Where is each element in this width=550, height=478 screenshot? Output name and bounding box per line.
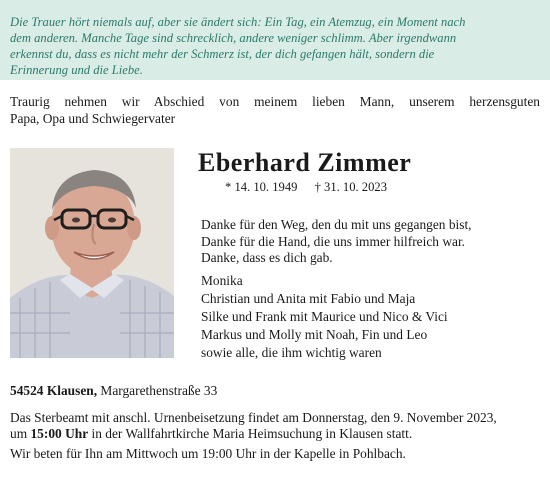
notice-line: Das Sterbeamt mit anschl. Urnenbeisetzung findet am Donnerstag, den 9. November 2023, [10, 410, 497, 425]
intro-line: Papa, Opa und Schwiegervater [10, 111, 176, 126]
quote-line: erkennst du, dass es nicht mehr der Schmerz ist, der dich gefangen hält, sondern die [10, 47, 435, 61]
thanks-line: Danke, dass es dich gab. [201, 250, 333, 265]
address-postal-city: 54524 Klausen, [10, 383, 98, 398]
address-street: Margarethenstraße 33 [100, 383, 218, 398]
portrait-illustration [10, 148, 174, 358]
deceased-name: Eberhard Zimmer [198, 148, 412, 177]
prayer-notice: Wir beten für Ihn am Mittwoch um 19:00 Uhr in der Kapelle in Pohlbach. [10, 446, 406, 461]
mourner-entry: Markus und Molly mit Noah, Fin und Leo [201, 327, 428, 342]
quote-box [0, 0, 550, 80]
mourner-entry: Christian und Anita mit Fabio und Maja [201, 291, 416, 306]
life-dates [225, 180, 401, 195]
mourner-entry: sowie alle, die ihm wichtig waren [201, 345, 382, 360]
thanks-line: Danke für den Weg, den du mit uns gegangen bist, [201, 217, 472, 232]
service-time: 15:00 Uhr [30, 426, 89, 441]
notice-line-2 [10, 426, 542, 442]
thanks-line: Danke für die Hand, die uns immer hilfreich war. [201, 233, 466, 249]
family-address [10, 383, 217, 399]
birth-date: * 14. 10. 1949 [225, 180, 298, 194]
quote-line: Die Trauer hört niemals auf, aber sie ändert sich: Ein Tag, ein Atemzug, ein Moment nach [10, 15, 466, 29]
mourners-list [201, 272, 531, 362]
funeral-notice [10, 410, 542, 442]
notice-prefix: um [10, 426, 28, 441]
thanks-verse [201, 217, 531, 267]
quote-text [10, 14, 540, 78]
intro-text [10, 93, 540, 127]
death-date: † 31. 10. 2023 [314, 180, 387, 194]
mourner-entry: Silke und Frank mit Maurice und Nico & Vici [201, 309, 448, 324]
quote-line: Erinnerung und die Liebe. [10, 63, 143, 77]
portrait-photo [10, 148, 174, 358]
intro-line: Traurig nehmen wir Abschied von meinem lieben Mann, unserem herzensguten [10, 94, 540, 109]
mourner-entry: Monika [201, 273, 243, 288]
quote-line: dem anderen. Manche Tage sind schrecklich, andere weniger schlimm. Aber irgendwann [10, 31, 457, 45]
notice-location: in der Wallfahrtkirche Maria Heimsuchung in Klausen statt. [91, 426, 413, 441]
